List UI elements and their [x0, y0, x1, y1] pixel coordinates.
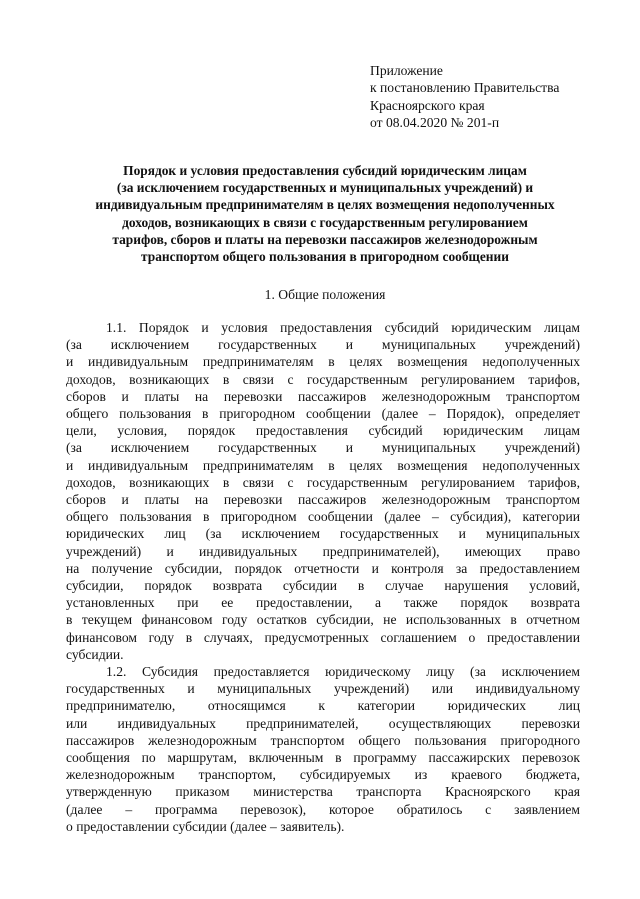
appendix-line: к постановлению Правительства	[370, 80, 560, 96]
paragraph-line: государственных и муниципальных учреждений) или индивидуальному	[66, 681, 580, 697]
paragraph-line: о предоставлении субсидии (далее – заявитель).	[66, 818, 345, 834]
paragraph-line: общего пользования в пригородном сообщении (далее – Порядок), определяет	[66, 406, 580, 422]
appendix-line: Красноярского края	[370, 97, 485, 113]
title-line: тарифов, сборов и платы на перевозки пассажиров железнодорожным	[112, 231, 538, 247]
document-body	[66, 319, 580, 835]
paragraph-line: 1.1. Порядок и условия предоставления субсидий юридическим лицам	[106, 320, 580, 335]
paragraph-1-2	[66, 663, 580, 835]
paragraph-line: предпринимателю, относящимся к категории юридических лиц	[66, 698, 580, 714]
paragraph-line: (за исключением государственных и муниципальных учреждений)	[66, 337, 580, 353]
document-title	[60, 162, 590, 265]
title-line: (за исключением государственных и муниципальных учреждений) и	[116, 180, 534, 196]
paragraph-line: субсидии.	[66, 646, 124, 662]
paragraph-line: субсидии, порядок возврата субсидии в случае нарушения условий,	[66, 578, 580, 594]
paragraph-line: на получение субсидии, порядок отчетности и контроля за предоставлением	[66, 560, 580, 576]
paragraph-line: сообщения по маршрутам, включенным в программу пассажирских перевозок	[66, 750, 580, 766]
paragraph-line: (за исключением государственных и муниципальных учреждений)	[66, 440, 580, 456]
paragraph-line: и индивидуальным предпринимателям в целях возмещения недополученных	[66, 354, 580, 370]
paragraph-line: цели, условия, порядок предоставления субсидий юридическим лицам	[66, 423, 580, 439]
paragraph-line: или индивидуальных предпринимателей, осуществляющих перевозки	[66, 715, 580, 731]
title-line: Порядок и условия предоставления субсидий юридическим лицам	[123, 163, 527, 178]
paragraph-line: 1.2. Субсидия предоставляется юридическому лицу (за исключением	[106, 664, 580, 680]
paragraph-line: учреждений) и индивидуальных предпринимателей), имеющих право	[66, 543, 580, 559]
title-line: транспортом общего пользования в пригородном сообщении	[141, 249, 509, 265]
appendix-date-line: от 08.04.2020 № 201-п	[370, 115, 500, 131]
title-line: индивидуальным предпринимателям в целях возмещения недополученных	[95, 197, 555, 213]
paragraph-line: доходов, возникающих в связи с государственным регулированием тарифов,	[66, 371, 580, 387]
paragraph-line: юридических лиц (за исключением государственных и муниципальных	[66, 526, 580, 542]
paragraph-line: утвержденную приказом министерства транспорта Красноярского края	[66, 784, 580, 800]
paragraph-line: в текущем финансовом году остатков субсидии, не использованных в отчетном	[66, 612, 580, 628]
paragraph-line: сборов и платы на перевозки пассажиров железнодорожным транспортом	[66, 492, 580, 508]
paragraph-line: сборов и платы на перевозки пассажиров железнодорожным транспортом	[66, 388, 580, 404]
section-heading: 1. Общие положения	[264, 287, 386, 302]
title-line: доходов, возникающих в связи с государственным регулированием	[122, 214, 528, 230]
paragraph-line: пассажиров железнодорожным транспортом общего пользования пригородного	[66, 732, 580, 748]
appendix-header	[370, 62, 559, 132]
paragraph-1-1	[66, 319, 580, 663]
paragraph-line: установленных при ее предоставлении, а также порядок возврата	[66, 595, 580, 611]
paragraph-line: общего пользования в пригородном сообщении (далее – субсидия), категории	[66, 509, 580, 525]
paragraph-line: и индивидуальным предпринимателям в целях возмещения недополученных	[66, 457, 580, 473]
paragraph-line: (далее – программа перевозок), которое обратилось с заявлением	[66, 801, 580, 817]
paragraph-line: финансовом году в случаях, предусмотренных соглашением о предоставлении	[66, 629, 580, 645]
paragraph-line: доходов, возникающих в связи с государственным регулированием тарифов,	[66, 474, 580, 490]
appendix-line: Приложение	[370, 63, 443, 78]
paragraph-line: железнодорожным транспортом, субсидируемых из краевого бюджета,	[66, 767, 580, 783]
